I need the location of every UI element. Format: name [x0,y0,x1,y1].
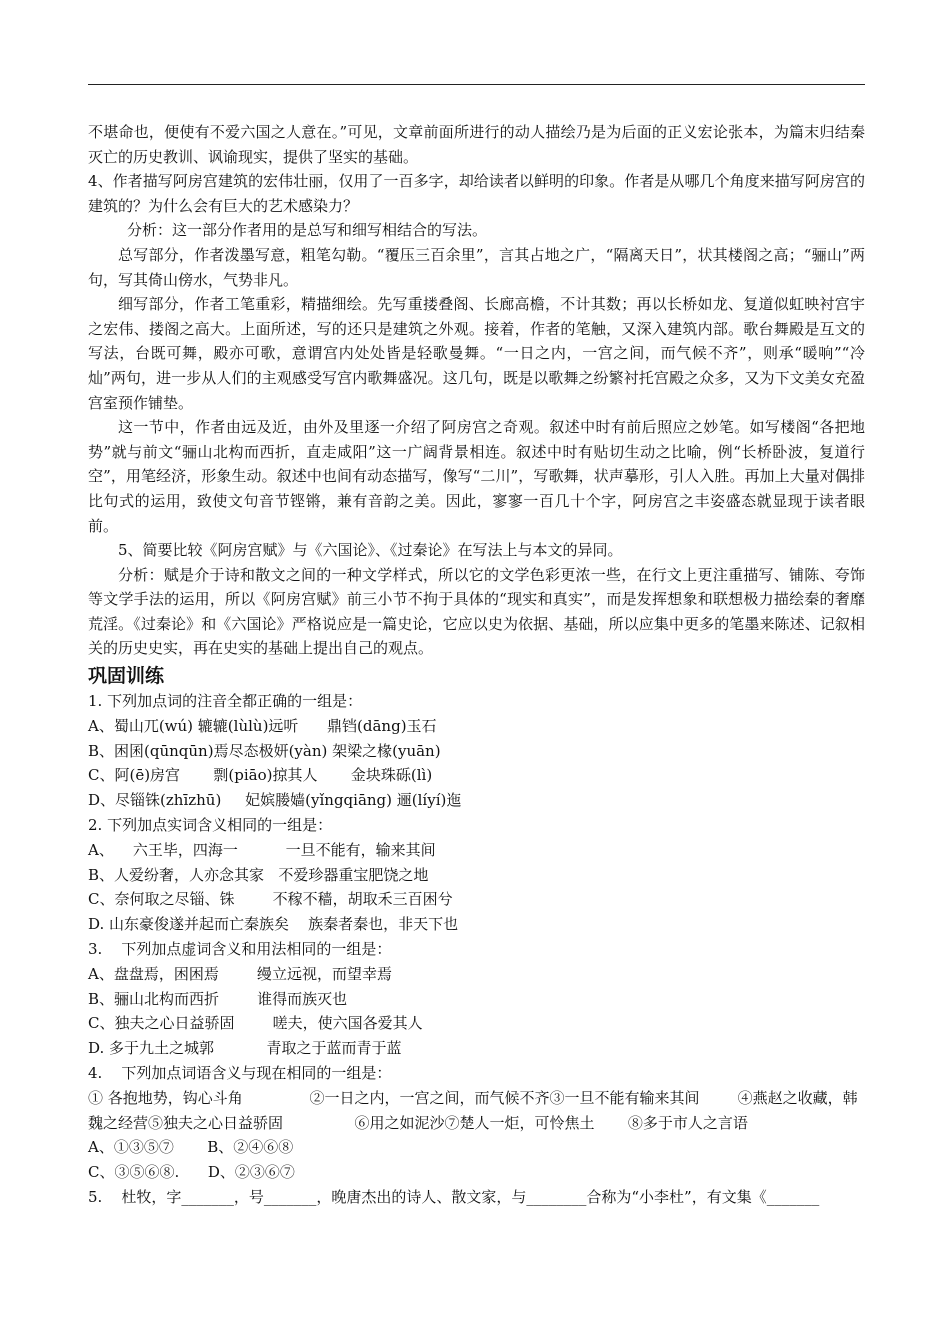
exercise-2-option-b: B、人爱纷奢，人亦念其家 不爱珍器重宝肥饶之地 [88,865,429,884]
question-4-analysis-intro: 分析：这一部分作者用的是总写和细写相结合的写法。 [127,221,488,240]
analysis-para-continue: 不堪命也，便使有不爱六国之人意在。”可见，文章前面所进行的动人描绘乃是为后面的正义宏论张本，为篇末归结秦灭亡的历史教训、讽谕现实，提供了坚实的基础。 [88,123,865,166]
exercise-2-stem: 2. 下列加点实词含义相同的一组是： [88,816,333,835]
exercise-3-option-c: C、独夫之心日益骄固 嗟夫，使六国各爱其人 [88,1014,423,1033]
exercise-2-option-a: A、 六王毕，四海一 一旦不能有，输来其间 [88,840,436,859]
exercise-1-stem: 1. 下列加点词的注音全都正确的一组是： [88,692,363,711]
exercise-4-stem: 4. 下列加点词语含义与现在相同的一组是： [88,1064,392,1083]
question-5-title: 5、简要比较《阿房宫赋》与《六国论》、《过秦论》在写法上与本文的异同。 [118,541,623,560]
exercise-3-option-b: B、骊山北构而西折 谁得而族灭也 [88,989,348,1008]
exercises-heading: 巩固训练 [88,665,165,688]
exercise-3-stem: 3. 下列加点虚词含义和用法相同的一组是： [88,940,392,959]
question-4-summary: 这一节中，作者由远及近，由外及里逐一介绍了阿房宫之奇观。叙述中时有前后照应之妙笔。如写楼阁“各把地势”就与前文“骊山北构而西折，直走咸阳”这一广阔背景相连。叙述中时有贴切生动之比喻，例“长桥卧波，复道行空”，用笔经济，形象生动。叙述中也间有动态描写，像写“二川”，写歌舞，状声摹形，引人入胜。再加上大量对偶排比句式的运用，致使文句音节铿锵，兼有音韵之美。因此，寥寥一百几十个字，阿房宫之丰姿盛态就显现于读者眼前。 [88,418,865,535]
exercise-2-option-d: D. 山东豪俊遂并起而亡秦族矣 族秦者秦也，非天下也 [88,915,459,934]
exercise-1-option-a: A、蜀山兀(wú) 辘辘(lùlù)远听 鼎铛(dāng)玉石 [88,716,437,735]
exercise-1-option-b: B、困囷(qūnqūn)焉尽态极妍(yàn) 架梁之椽(yuān) [88,741,441,760]
exercise-4-options-ab: A、①③⑤⑦ B、②④⑥⑧ [88,1138,294,1157]
exercise-1-option-d: D、尽锱铢(zhīzhū) 妃嫔媵嫱(yǐngqiāng) 逦(líyí)迤 [88,791,462,810]
exercise-5-stem: 5. 杜牧，字_______，号_______，晚唐杰出的诗人、散文家，与________合称为“小李杜”，有文集《_______ [88,1188,820,1206]
exercise-3-option-d: D. 多于九土之城郭 青取之于蓝而青于蓝 [88,1039,402,1058]
question-4-detail-writing: 细写部分，作者工笔重彩，精描细绘。先写重搂叠阁、长廊高檐，不计其数；再以长桥如龙、复道似虹映衬宫宇之宏伟、搂阁之高大。上面所述，写的还只是建筑之外观。接着，作者的笔触，又深入建筑内部。歌台舞殿是互文的写法，台既可舞，殿亦可歌，意谓宫内处处皆是轻歌曼舞。“一日之内，一宫之间，而气候不齐”，则承“暖响”“冷灿”两句，进一步从人们的主观感受写宫内歌舞盛况。这几句，既是以歌舞之纷繁衬托宫殿之众多，又为下文美女充盈宫室预作铺垫。 [88,295,865,412]
exercise-1-option-c: C、阿(ē)房宫 剽(piāo)掠其人 金块珠砾(lì) [88,766,433,785]
question-4-general-writing: 总写部分，作者泼墨写意，粗笔勾勒。“覆压三百余里”，言其占地之广，“隔离天日”，状其楼阁之高；“骊山”两句，写其倚山傍水，气势非凡。 [88,245,865,289]
exercise-2-option-c: C、奈何取之尽锱、铢 不稼不穑，胡取禾三百困兮 [88,890,453,909]
exercise-4-items: ① 各抱地势，钩心斗角 ②一日之内，一宫之间，而气候不齐③一旦不能有输来其间 ④燕赵之收藏，韩魏之经营⑤独夫之心日益骄固 ⑥用之如泥沙⑦楚人一炬，可怜焦土 ⑧多于市人之言语 [88,1088,858,1132]
question-5-analysis: 分析：赋是介于诗和散文之间的一种文学样式，所以它的文学色彩更浓一些，在行文上更注重描写、铺陈、夸饰等文学手法的运用，所以《阿房宫赋》前三小节不拘于具体的“现实和真实”，而是发挥想象和联想极力描绘秦的奢靡荒淫。《过秦论》和《六国论》严格说应是一篇史论，它应以史为依据、基础，所以应集中更多的笔墨来陈述、记叙相关的历史史实，再在史实的基础上提出自己的观点。 [88,565,865,658]
exercise-3-option-a: A、盘盘焉，困困焉 缦立远视，而望幸焉 [88,964,392,983]
question-4-title: 4、作者描写阿房宫建筑的宏伟壮丽，仅用了一百多字，却给读者以鲜明的印象。作者是从哪几个角度来描写阿房宫的建筑的？为什么会有巨大的艺术感染力？ [88,172,865,215]
exercise-4-options-cd: C、③⑤⑥⑧. D、②③⑥⑦ [88,1163,295,1182]
document-body [88,120,865,1210]
header-rule [88,84,865,85]
